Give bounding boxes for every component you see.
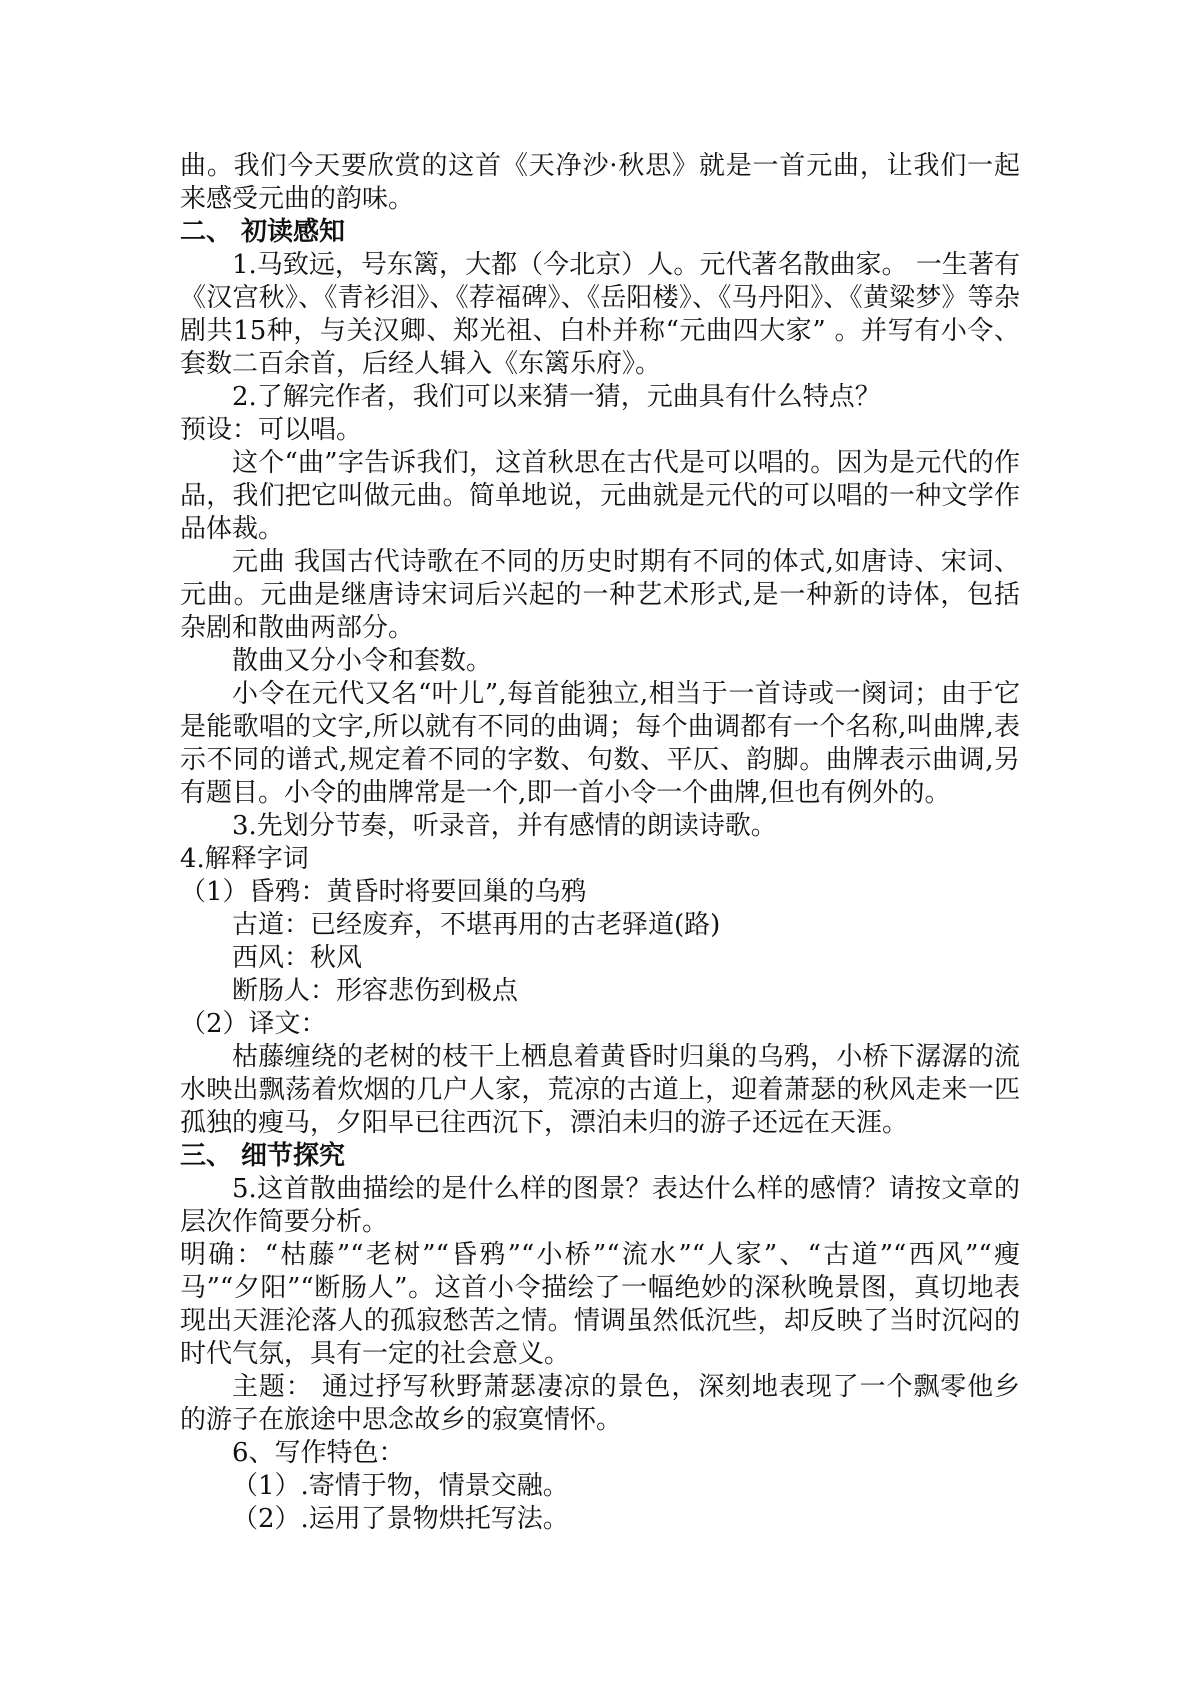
translation-label: （2）译文： — [180, 1009, 327, 1039]
writing-feature-2: （2）.运用了景物烘托写法。 — [232, 1504, 569, 1534]
question-3: 3.先划分节奏，听录音，并有感情的朗读诗歌。 — [232, 811, 777, 841]
writing-feature-1: （1）.寄情于物，情景交融。 — [232, 1471, 569, 1501]
translation-paragraph: 枯藤缠绕的老树的枝干上栖息着黄昏时归巢的乌鸦，小桥下潺潺的流水映出飘荡着炊烟的几户人家，荒凉的古道上，迎着萧瑟的秋风走来一匹孤独的瘦马，夕阳早已往西沉下，漂泊未归的游子还远在天涯。 — [180, 1042, 1020, 1138]
section-heading-detail-study: 三、 细节探究 — [180, 1141, 346, 1171]
sanqu-types-paragraph: 散曲又分小令和套数。 — [232, 646, 493, 676]
question-2: 2.了解完作者，我们可以来猜一猜，元曲具有什么特点？ — [232, 382, 881, 412]
writing-features-heading: 6、写作特色： — [232, 1438, 405, 1468]
vocab-duanchangren: 断肠人：形容悲伤到极点 — [232, 976, 519, 1006]
qu-explanation-paragraph: 这个“曲”字告诉我们，这首秋思在古代是可以唱的。因为是元代的作品，我们把它叫做元曲。简单地说，元曲就是元代的可以唱的一种文学作品体裁。 — [180, 448, 1020, 544]
theme-paragraph: 主题： 通过抒写秋野萧瑟凄凉的景色，深刻地表现了一个飘零他乡的游子在旅途中思念故乡的寂寞情怀。 — [180, 1372, 1020, 1435]
intro-paragraph: 曲。我们今天要欣赏的这首《天净沙·秋思》就是一首元曲，让我们一起来感受元曲的韵味。 — [180, 151, 1020, 214]
yuanqu-definition-paragraph: 元曲 我国古代诗歌在不同的历史时期有不同的体式,如唐诗、宋词、元曲。元曲是继唐诗宋词后兴起的一种艺术形式,是一种新的诗体，包括杂剧和散曲两部分。 — [180, 547, 1020, 643]
vocab-hunya: （1）昏鸦：黄昏时将要回巢的乌鸦 — [180, 877, 587, 907]
question-4: 4.解释字词 — [180, 844, 309, 874]
document-body — [180, 150, 1020, 1536]
vocab-gudao: 古道：已经废弃，不堪再用的古老驿道(路) — [232, 910, 721, 940]
vocab-xifeng: 西风：秋风 — [232, 943, 363, 973]
preset-answer: 预设：可以唱。 — [180, 415, 363, 445]
section-heading-first-reading: 二、 初读感知 — [180, 217, 346, 247]
answer-paragraph: 明确：“枯藤”“老树”“昏鸦”“小桥”“流水”“人家”、“古道”“西风”“瘦马”“夕阳”“断肠人”。这首小令描绘了一幅绝妙的深秋晚景图，真切地表现出天涯沦落人的孤寂愁苦之情。情调虽然低沉些，却反映了当时沉闷的时代气氛，具有一定的社会意义。 — [180, 1240, 1020, 1369]
author-intro-paragraph: 1.马致远，号东篱，大都（今北京）人。元代著名散曲家。 一生著有《汉宫秋》、《青衫泪》、《荐福碑》、《岳阳楼》、《马丹阳》、《黄粱梦》等杂剧共15种，与关汉卿、郑光祖、白朴并称“元曲四大家” 。并写有小令、套数二百余首，后经人辑入《东篱乐府》。 — [180, 250, 1020, 379]
xiaoling-paragraph: 小令在元代又名“叶儿”,每首能独立,相当于一首诗或一阕词；由于它是能歌唱的文字,所以就有不同的曲调；每个曲调都有一个名称,叫曲牌,表示不同的谱式,规定着不同的字数、句数、平仄、韵脚。曲牌表示曲调,另有题目。小令的曲牌常是一个,即一首小令一个曲牌,但也有例外的。 — [180, 679, 1020, 808]
question-5: 5.这首散曲描绘的是什么样的图景？表达什么样的感情？请按文章的层次作简要分析。 — [180, 1174, 1020, 1237]
